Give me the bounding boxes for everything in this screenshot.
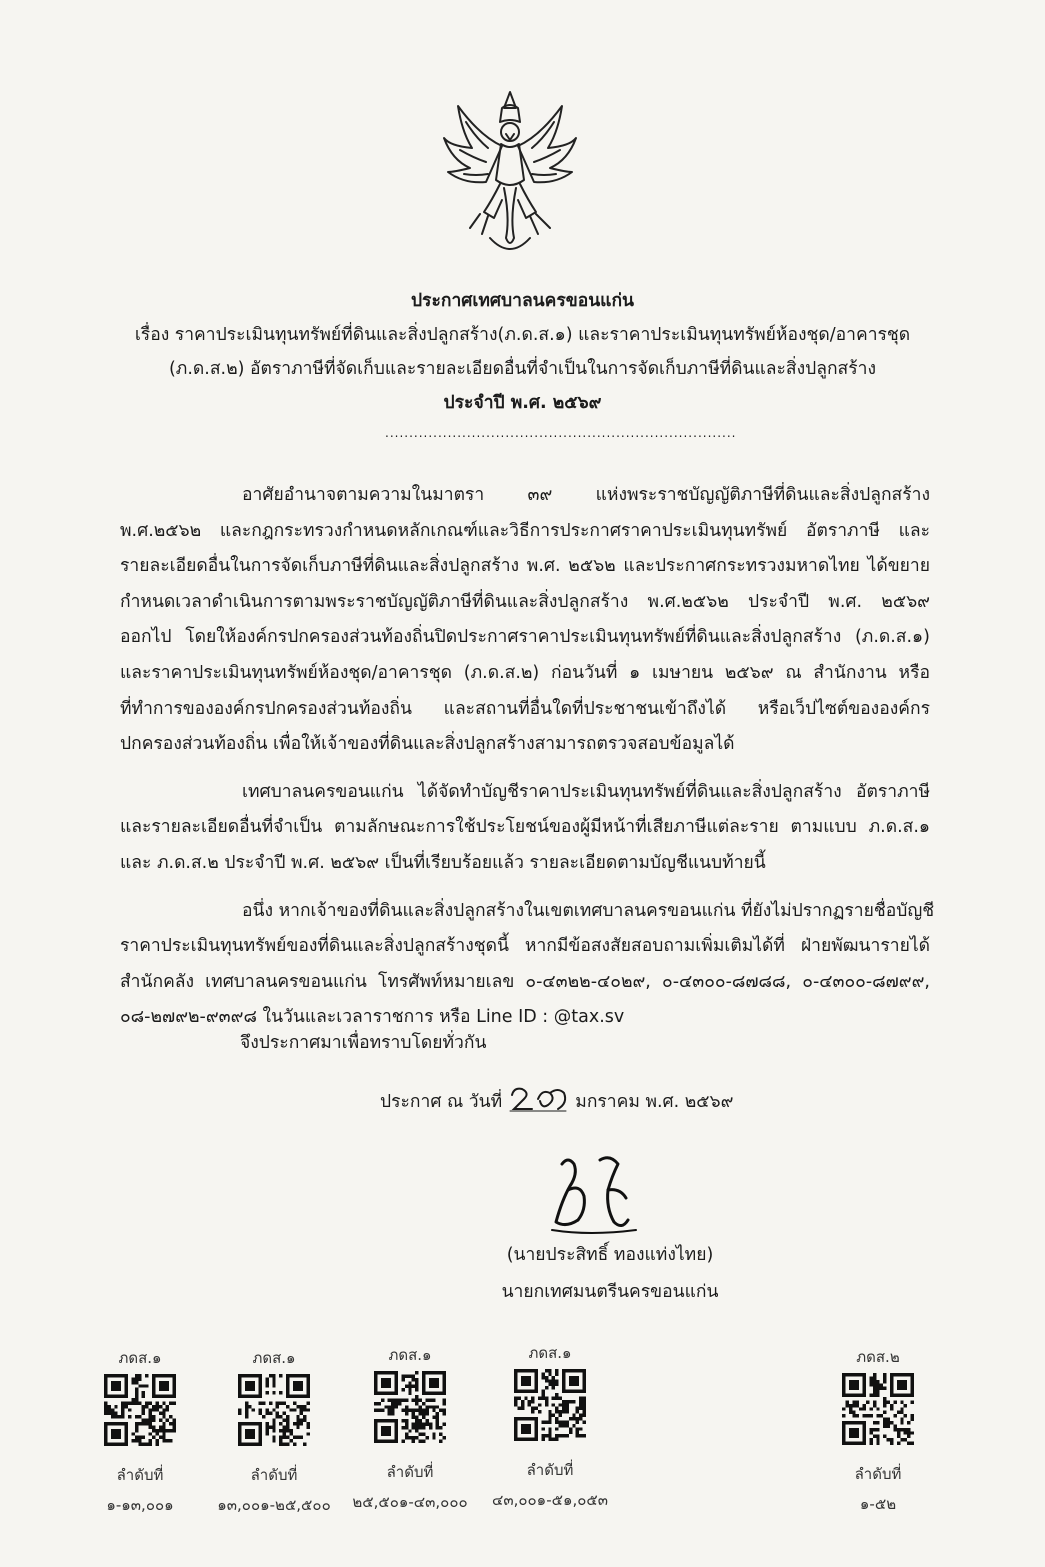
signature-image: [540, 1150, 650, 1240]
date-line: [380, 1085, 733, 1115]
paragraph-line: สำนักคลัง เทศบาลนครขอนแก่น โทรศัพท์หมายเลข ๐-๔๓๒๒-๔๐๒๙, ๐-๔๓๐๐-๘๗๘๘, ๐-๔๓๐๐-๘๗๙๙,: [120, 971, 930, 992]
qr-caption: ภดส.๑: [252, 1349, 296, 1367]
qr-block: [491, 1343, 609, 1515]
qr-code-icon[interactable]: [374, 1371, 446, 1443]
qr-caption: ภดส.๒: [856, 1348, 900, 1366]
paragraph-line: ปกครองส่วนท้องถิ่น เพื่อให้เจ้าของที่ดินและสิ่งปลูกสร้างสามารถตรวจสอบข้อมูลได้: [120, 734, 735, 755]
subject-year-line: ประจำปี พ.ศ. ๒๕๖๙: [443, 393, 602, 413]
qr-label: ลำดับที่: [526, 1461, 574, 1479]
document-header: [60, 284, 985, 420]
paragraph-line: และราคาประเมินทุนทรัพย์ห้องชุด/อาคารชุด (ภ.ด.ส.๒) ก่อนวันที่ ๑ เมษายน ๒๕๖๙ ณ สำนักงาน หรือ: [120, 662, 930, 683]
subject-line: เรื่อง ราคาประเมินทุนทรัพย์ที่ดินและสิ่งปลูกสร้าง(ภ.ด.ส.๑) และราคาประเมินทุนทรัพย์ห้องชุด/อาคารชุด: [134, 325, 911, 345]
announcement-closing: จึงประกาศมาเพื่อทราบโดยทั่วกัน: [240, 1033, 487, 1053]
subject-line: (ภ.ด.ส.๒) อัตราภาษีที่จัดเก็บและรายละเอียดอื่นที่จำเป็นในการจัดเก็บภาษีที่ดินและสิ่งปลูกสร้าง: [168, 359, 877, 379]
paragraph-line: และ ภ.ด.ส.๒ ประจำปี พ.ศ. ๒๕๖๙ เป็นที่เรียบร้อยแล้ว รายละเอียดตามบัญชีแนบท้ายนี้: [120, 852, 766, 873]
date-suffix: มกราคม พ.ศ. ๒๕๖๙: [575, 1092, 734, 1112]
qr-caption: ภดส.๑: [118, 1349, 162, 1367]
paragraph-line: อาศัยอำนาจตามความในมาตรา ๓๙ แห่งพระราชบัญญัติภาษีที่ดินและสิ่งปลูกสร้าง: [242, 485, 930, 505]
qr-code-icon[interactable]: [238, 1374, 310, 1446]
qr-range: ๒๕,๕๐๑-๔๓,๐๐๐: [352, 1493, 468, 1511]
qr-block: [352, 1345, 468, 1517]
paragraph-line: พ.ศ.๒๕๖๒ และกฎกระทรวงกำหนดหลักเกณฑ์และวิธีการประกาศราคาประเมินทุนทรัพย์ อัตราภาษี และ: [120, 520, 930, 541]
qr-range: ๑๓,๐๐๑-๒๕,๕๐๐: [217, 1496, 331, 1514]
document-title: ประกาศเทศบาลนครขอนแก่น: [410, 291, 635, 311]
qr-label: ลำดับที่: [854, 1465, 902, 1483]
qr-code-icon[interactable]: [842, 1373, 914, 1445]
paragraph-contact: [120, 894, 935, 1036]
qr-range: ๑-๑๓,๐๐๑: [106, 1496, 174, 1514]
separator-dots: .........................................................................: [385, 426, 737, 440]
qr-label: ลำดับที่: [116, 1466, 164, 1484]
paragraph-municipality: [120, 775, 930, 882]
qr-block: [217, 1348, 331, 1520]
paragraph-line: เทศบาลนครขอนแก่น ได้จัดทำบัญชีราคาประเมินทุนทรัพย์ที่ดินและสิ่งปลูกสร้าง อัตราภาษี: [242, 781, 930, 802]
qr-label: ลำดับที่: [250, 1466, 298, 1484]
paragraph-line: และรายละเอียดอื่นที่จำเป็น ตามลักษณะการใช้ประโยชน์ของผู้มีหน้าที่เสียภาษีแต่ละราย ตามแบบ ภ.ด.ส.๑: [120, 817, 930, 838]
paragraph-line: ๐๘-๒๗๙๒-๙๓๙๘ ในวันและเวลาราชการ หรือ Line ID : @tax.sv: [120, 1007, 625, 1028]
qr-block: [95, 1348, 185, 1520]
paragraph-line: รายละเอียดอื่นในการจัดเก็บภาษีที่ดินและสิ่งปลูกสร้าง พ.ศ. ๒๕๖๒ และประกาศกระทรวงมหาดไทย ได้ขยาย: [120, 556, 930, 577]
qr-caption: ภดส.๑: [528, 1344, 572, 1362]
qr-label: ลำดับที่: [386, 1463, 434, 1481]
date-prefix: ประกาศ ณ วันที่: [380, 1092, 503, 1112]
paragraph-line: ราคาประเมินทุนทรัพย์ของที่ดินและสิ่งปลูกสร้างชุดนี้ หากมีข้อสงสัยสอบถามเพิ่มเติมได้ที่ ฝ่ายพัฒนารายได้: [120, 936, 930, 957]
paragraph-line: ที่ทำการขององค์กรปกครองส่วนท้องถิ่น และสถานที่อื่นใดที่ประชาชนเข้าถึงได้ หรือเว็ปไซต์ขององค์กร: [120, 698, 930, 719]
qr-caption: ภดส.๑: [388, 1346, 432, 1364]
document-body: [120, 478, 935, 1048]
qr-range: ๔๓,๐๐๑-๕๑,๐๕๓: [491, 1491, 609, 1509]
paragraph-line: อนึ่ง หากเจ้าของที่ดินและสิ่งปลูกสร้างในเขตเทศบาลนครขอนแก่น ที่ยังไม่ปรากฏรายชื่อบัญชี: [242, 900, 935, 921]
signer-name: (นายประสิทธิ์ ทองแท่งไทย): [506, 1245, 714, 1265]
paragraph-authority: [120, 478, 930, 763]
qr-range: ๑-๕๒: [859, 1495, 897, 1513]
garuda-emblem-icon: [440, 88, 580, 263]
qr-code-icon[interactable]: [514, 1369, 586, 1441]
paragraph-line: กำหนดเวลาดำเนินการตามพระราชบัญญัติภาษีที่ดินและสิ่งปลูกสร้าง พ.ศ.๒๕๖๒ ประจำปี พ.ศ. ๒๕๖๙: [120, 591, 930, 612]
qr-code-icon[interactable]: [104, 1374, 176, 1446]
qr-block: [833, 1347, 923, 1519]
paragraph-line: ออกไป โดยให้องค์กรปกครองส่วนท้องถิ่นปิดประกาศราคาประเมินทุนทรัพย์ที่ดินและสิ่งปลูกสร้าง (ภ.ด.ส.๑): [120, 627, 930, 648]
signer-position: นายกเทศมนตรีนครขอนแก่น: [501, 1282, 719, 1302]
handwritten-day: [508, 1085, 570, 1113]
